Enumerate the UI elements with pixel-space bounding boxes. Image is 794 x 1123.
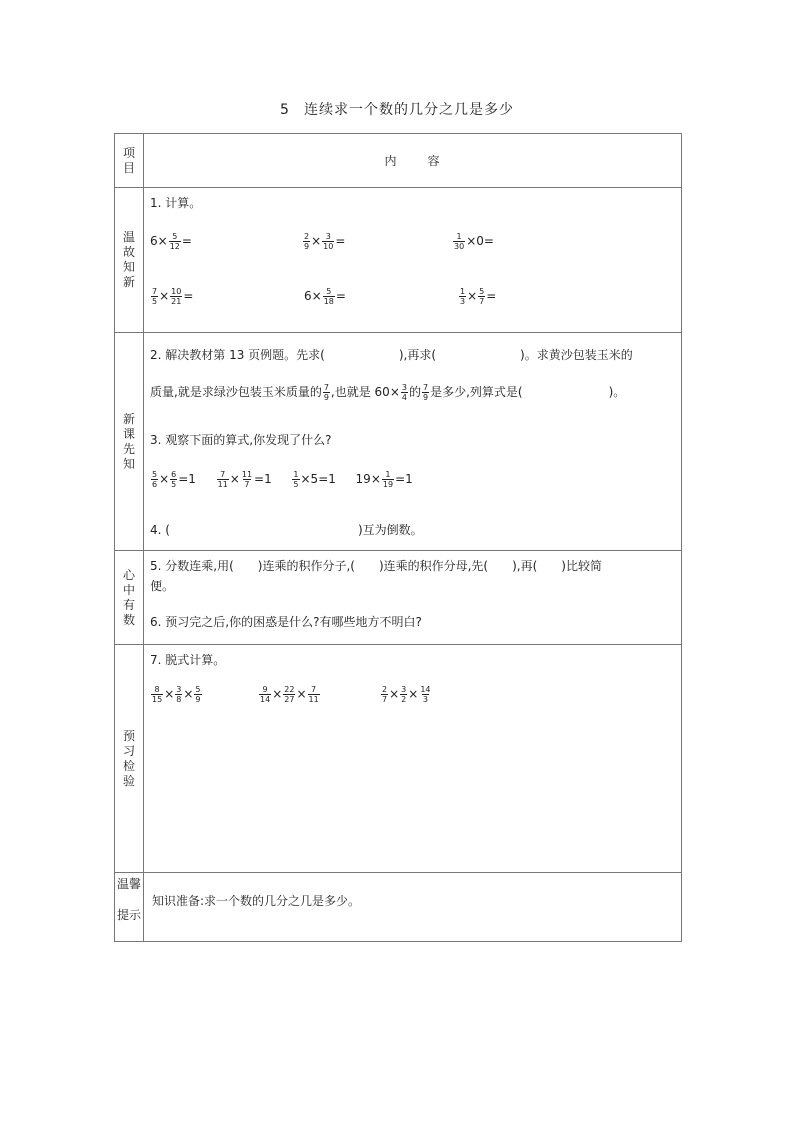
- worksheet-table: [114, 133, 682, 942]
- header-content-label: 内 容: [144, 134, 682, 188]
- q3-equations: $\frac{5}{6}$ × $\frac{6}{5}$ =1 $\frac{7}{11}$ × $\frac{11}{7}$ =1 $\frac{1}{5}$ ×5=1 19× $\frac{1}{19}$ =1: [152, 470, 413, 489]
- check-label: 预习检验: [115, 645, 144, 873]
- newlesson-content: [144, 333, 682, 551]
- q2-line1: 2. 解决教材第 13 页例题。先求( ),再求( )。求黄沙包装玉米的: [150, 348, 633, 362]
- header-row: [115, 134, 682, 188]
- review-row: [115, 188, 682, 333]
- mind-row: [115, 551, 682, 645]
- q2-line2: 质量,就是求绿沙包装玉米质量的 $\frac{7}{9}$ ,也就是 60× $\frac{3}{4}$ 的 $\frac{7}{9}$ 是多少,列算式是( )。: [150, 383, 626, 402]
- tips-content: [144, 873, 682, 942]
- calc-item: $\frac{7}{5}$ × $\frac{10}{21}$ =: [152, 287, 194, 306]
- check-row: [115, 645, 682, 873]
- lesson-number: 5: [280, 102, 290, 118]
- mind-label: 心中有数: [115, 551, 144, 645]
- expression: $\frac{2}{7}$ × $\frac{3}{2}$ × $\frac{14}{3}$: [382, 685, 431, 704]
- q5-line2: 便。: [150, 579, 175, 593]
- q6-text: 6. 预习完之后,你的困惑是什么?有哪些地方不明白?: [150, 615, 422, 629]
- tips-text: 知识准备:求一个数的几分之几是多少。: [152, 894, 361, 908]
- q4-text: 4. ( )互为倒数。: [150, 523, 423, 537]
- expression: $\frac{8}{15}$ × $\frac{3}{8}$ × $\frac{5}{9}$: [152, 685, 201, 704]
- mind-content: [144, 551, 682, 645]
- calc-item: $\frac{2}{9}$ × $\frac{3}{10}$ =: [304, 232, 346, 251]
- q3-text: 3. 观察下面的算式,你发现了什么?: [150, 433, 332, 447]
- calc-item: 6× $\frac{5}{18}$ =: [304, 287, 346, 306]
- newlesson-label: 新课先知: [115, 333, 144, 551]
- page-title: [0, 99, 794, 119]
- tips-row: [115, 873, 682, 942]
- check-content: [144, 645, 682, 873]
- calc-item: $\frac{1}{3}$ × $\frac{5}{7}$ =: [460, 287, 497, 306]
- calc-item: 6× $\frac{5}{12}$ =: [150, 232, 192, 251]
- review-content: [144, 188, 682, 333]
- calc-item: $\frac{1}{30}$ ×0=: [454, 232, 494, 251]
- newlesson-row: [115, 333, 682, 551]
- q5-line1: 5. 分数连乘,用( )连乘的积作分子,( )连乘的积作分母,先( ),再( )比较简: [150, 559, 602, 573]
- q7-text: 7. 脱式计算。: [150, 653, 226, 667]
- q1-text: 1. 计算。: [150, 196, 202, 210]
- header-item-label: 项目: [115, 134, 144, 188]
- lesson-title: 连续求一个数的几分之几是多少: [303, 102, 514, 118]
- tips-label: 温馨 提示: [115, 873, 144, 942]
- expression: $\frac{9}{14}$ × $\frac{22}{27}$ × $\frac{7}{11}$: [260, 685, 319, 704]
- review-label: 温故知新: [115, 188, 144, 333]
